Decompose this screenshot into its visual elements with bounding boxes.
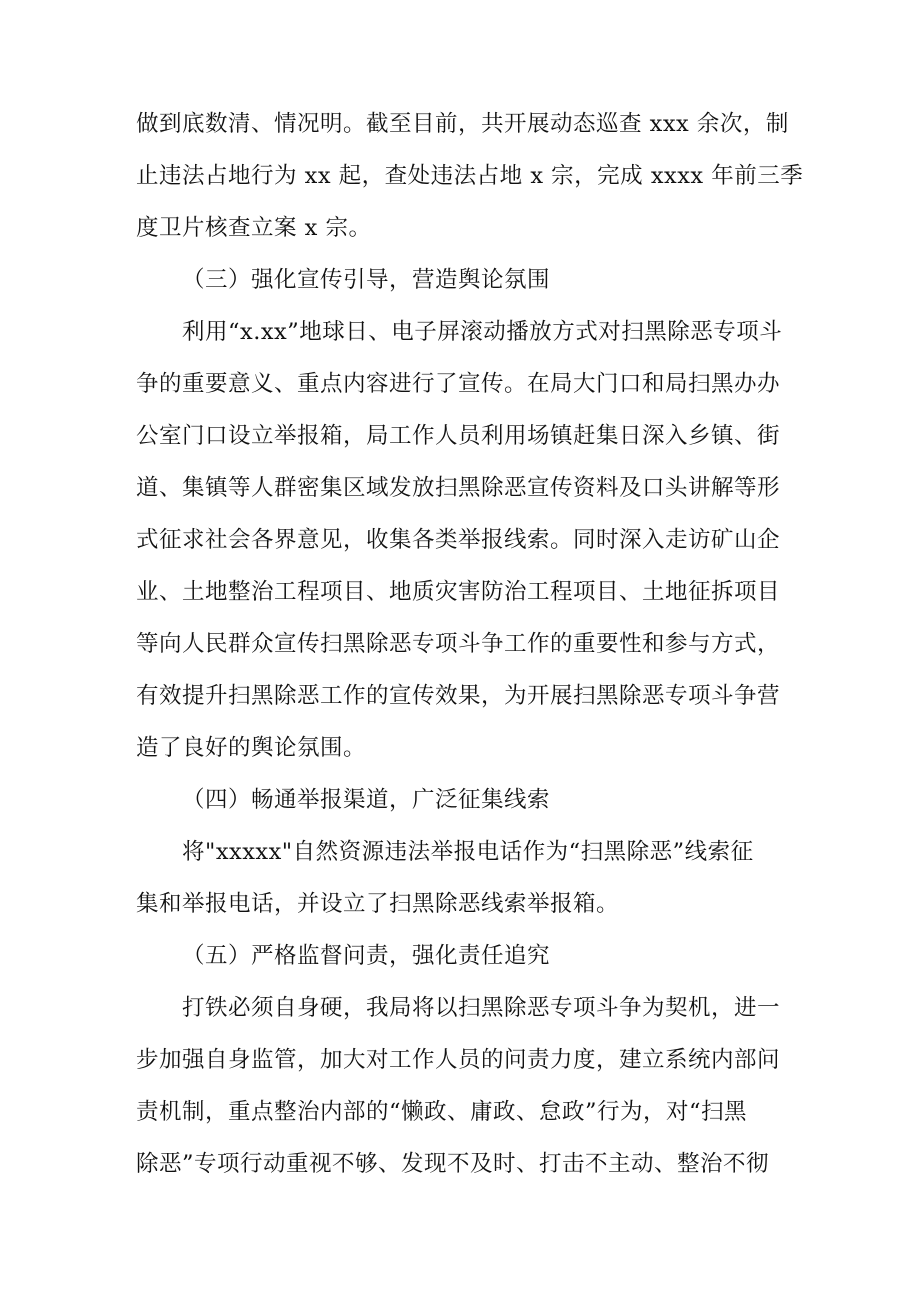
- text-line: 式征求社会各界意见，收集各类举报线索。同时深入走访矿山企: [136, 527, 781, 553]
- text-line: 造了良好的舆论氛围。: [136, 735, 367, 761]
- text-line: 责机制，重点整治内部的“懒政、庸政、怠政”行为，对“扫黑: [136, 1099, 748, 1125]
- text-line: 业、土地整治工程项目、地质灾害防治工程项目、土地征拆项目: [136, 579, 781, 605]
- paragraph-first-line: 利用“x.xx”地球日、电子屏滚动播放方式对扫黑除恶专项斗: [182, 319, 783, 345]
- text-line: 度卫片核查立案 x 宗。: [136, 215, 372, 241]
- text-line: 等向人民群众宣传扫黑除恶专项斗争工作的重要性和参与方式，: [136, 631, 781, 657]
- document-body: [136, 98, 804, 1190]
- text-line: 集和举报电话，并设立了扫黑除恶线索举报箱。: [136, 891, 620, 917]
- section-heading: （五）严格监督问责，强化责任追究: [182, 943, 551, 969]
- paragraph-first-line: 打铁必须自身硬，我局将以扫黑除恶专项斗争为契机，进一: [182, 995, 781, 1021]
- section-heading: （四）畅通举报渠道，广泛征集线索: [182, 787, 551, 813]
- text-line: 有效提升扫黑除恶工作的宣传效果，为开展扫黑除恶专项斗争营: [136, 683, 781, 709]
- text-line: 公室门口设立举报箱，局工作人员利用场镇赶集日深入乡镇、街: [136, 423, 781, 449]
- section-heading: （三）强化宣传引导，营造舆论氛围: [182, 267, 551, 293]
- text-line: 步加强自身监管，加大对工作人员的问责力度，建立系统内部问: [136, 1047, 781, 1073]
- text-line: 止违法占地行为 xx 起，查处违法占地 x 宗，完成 xxxx 年前三季: [136, 163, 804, 189]
- paragraph-first-line: 将"xxxxx"自然资源违法举报电话作为“扫黑除恶”线索征: [182, 839, 754, 865]
- text-line: 道、集镇等人群密集区域发放扫黑除恶宣传资料及口头讲解等形: [136, 475, 781, 501]
- text-line: 争的重要意义、重点内容进行了宣传。在局大门口和局扫黑办办: [136, 371, 781, 397]
- text-line: 除恶”专项行动重视不够、发现不及时、打击不主动、整治不彻: [136, 1151, 770, 1177]
- text-line: 做到底数清、情况明。截至目前，共开展动态巡查 xxx 余次，制: [136, 111, 789, 137]
